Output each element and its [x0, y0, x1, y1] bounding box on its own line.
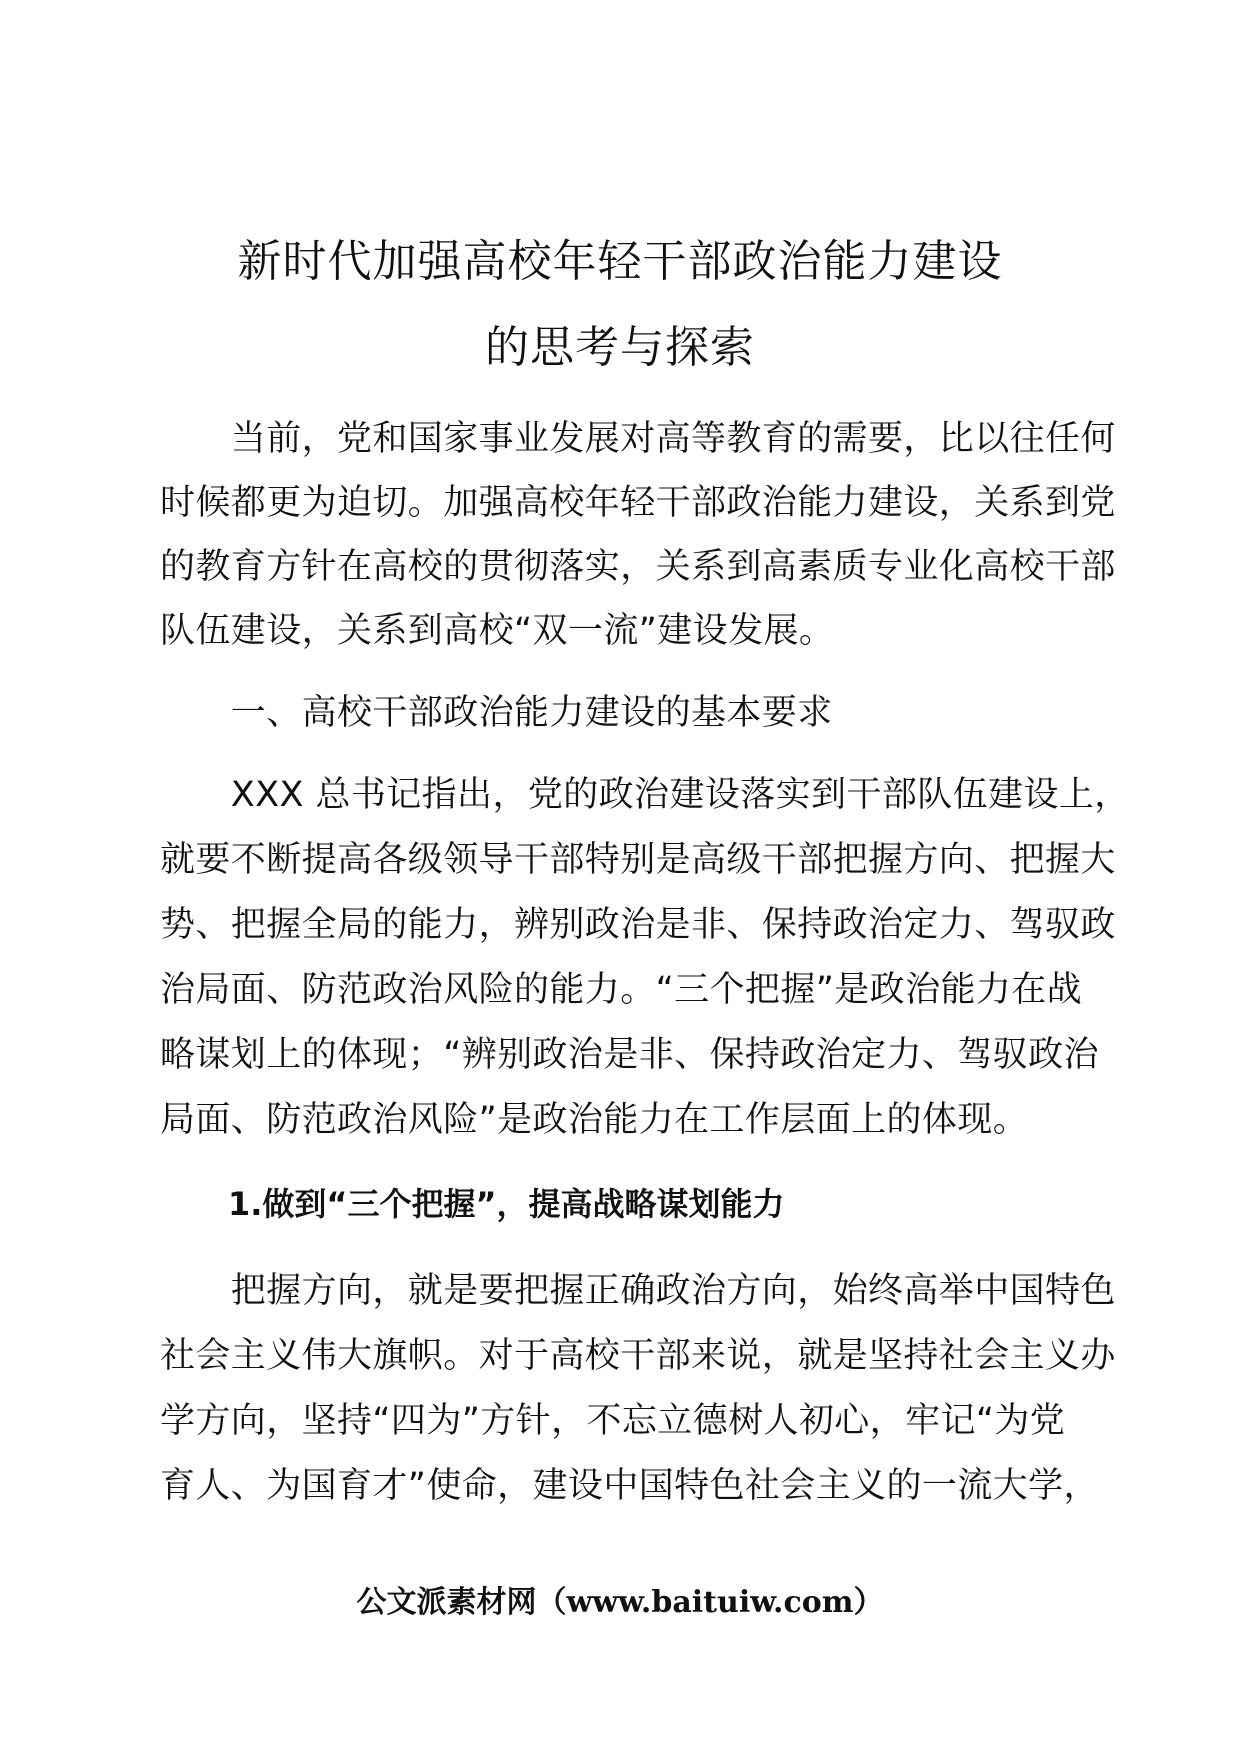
document-title-line-2: 的思考与探索 [485, 322, 755, 373]
body-line: XXX 总书记指出，党的政治建设落实到干部队伍建设上， [160, 775, 1130, 815]
body-line: 就要不断提高各级领导干部特别是高级干部把握方向、把握大 [160, 840, 1116, 880]
body-line: 时候都更为迫切。加强高校年轻干部政治能力建设，关系到党 [160, 483, 1116, 523]
section-heading: 一、高校干部政治能力建设的基本要求 [160, 693, 833, 733]
body-line: 局面、防范政治风险”是政治能力在工作层面上的体现。 [160, 1100, 1029, 1140]
body-line: 社会主义伟大旗帜。对于高校干部来说，就是坚持社会主义办 [160, 1336, 1116, 1376]
body-line: 育人、为国育才”使命，建设中国特色社会主义的一流大学， [160, 1466, 1099, 1506]
body-line: 治局面、防范政治风险的能力。“三个把握”是政治能力在战 [160, 970, 1083, 1010]
body-line: 把握方向，就是要把握正确政治方向，始终高举中国特色 [160, 1271, 1116, 1311]
body-line: 学方向，坚持“四为”方针，不忘立德树人初心，牢记“为党 [160, 1401, 1066, 1441]
body-line: 队伍建设，关系到高校“双一流”建设发展。 [160, 611, 835, 651]
document-title-line-1: 新时代加强高校年轻干部政治能力建设 [237, 236, 1003, 287]
body-line: 的教育方针在高校的贯彻落实，关系到高素质专业化高校干部 [160, 547, 1116, 587]
footer-watermark: 公文派素材网（www.baituiw.com） [356, 1585, 884, 1620]
body-line: 当前，党和国家事业发展对高等教育的需要，比以往任何 [160, 419, 1116, 459]
bold-subheading: 1.做到“三个把握”，提高战略谋划能力 [228, 1185, 785, 1223]
body-line: 略谋划上的体现；“辨别政治是非、保持政治定力、驾驭政治 [160, 1035, 1099, 1075]
body-line: 势、把握全局的能力，辨别政治是非、保持政治定力、驾驭政 [160, 905, 1116, 945]
